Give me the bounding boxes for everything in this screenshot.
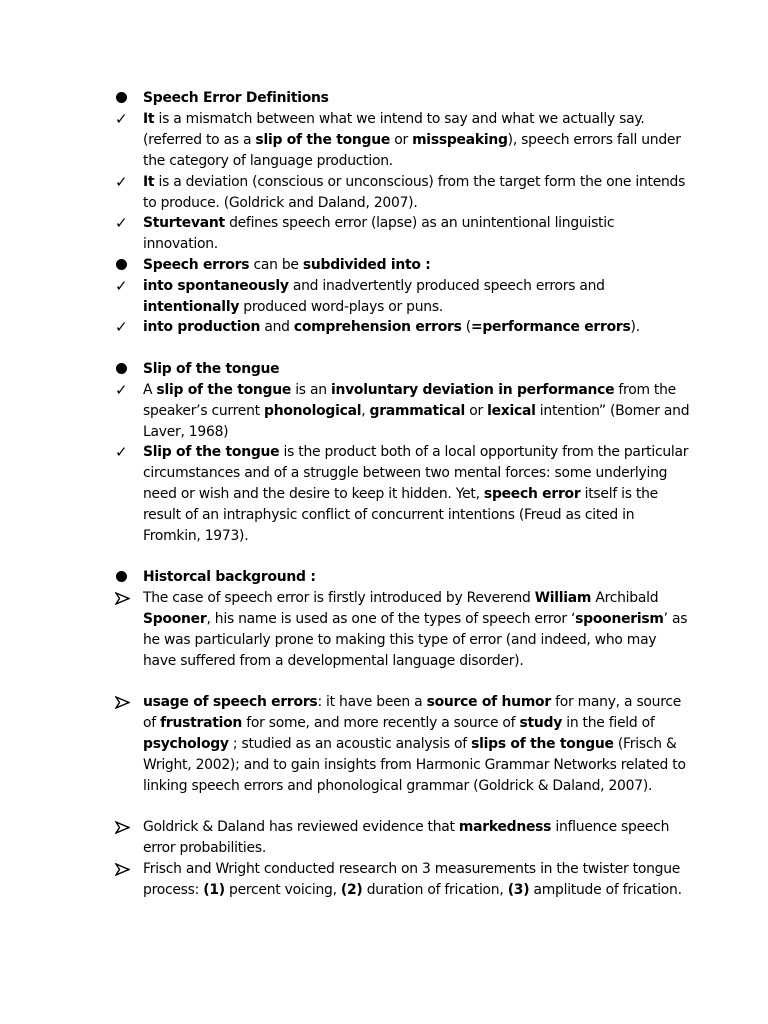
text-run: or <box>390 131 413 148</box>
text-run: Goldrick & Daland has reviewed evidence that <box>143 819 459 835</box>
text-run: A <box>143 382 157 398</box>
bold-text-run: (2) <box>340 881 363 898</box>
arrowhead-icon <box>115 821 130 834</box>
checkmark-icon: ✓ <box>115 214 128 232</box>
checkmark-icon: ✓ <box>115 110 128 128</box>
list-item <box>143 817 691 859</box>
arrowhead-icon <box>115 696 130 709</box>
checkmark-icon: ✓ <box>115 381 128 399</box>
bold-text-run: Speech errors <box>143 257 250 273</box>
text-run: , his name is used as one of the types of speech error ‘ <box>206 610 576 627</box>
bold-text-run: (1) <box>203 881 225 898</box>
bold-text-run: William <box>534 590 592 606</box>
bold-text-run: Spooner <box>143 610 207 627</box>
text-run: for some, and more recently a source of <box>242 714 520 731</box>
text-run: (Frisch & Wright, 2002); and to gain insights from Harmonic Grammar Networks related to linking speech errors and phonological grammar (Goldrick & Daland, 2007). <box>143 735 686 794</box>
checkmark-icon: ✓ <box>115 173 128 191</box>
bold-text-run: Slip of the tongue <box>143 444 280 460</box>
section-heading: Historcal background : <box>143 569 316 585</box>
text-run: for many, a source of <box>143 694 682 731</box>
checkmark-icon: ✓ <box>115 318 128 336</box>
list-item <box>143 380 691 443</box>
list-item <box>143 442 691 547</box>
text-run: defines speech error (lapse) as an unintentional linguistic innovation. <box>143 215 615 252</box>
text-run: intention” (Bomer and Laver, 1968) <box>143 402 690 440</box>
bullet-dot-icon <box>116 259 127 270</box>
list-item <box>143 588 691 672</box>
arrowhead-icon <box>115 863 130 876</box>
bold-text-run: involuntary deviation in performance <box>330 382 615 398</box>
bold-text-run: psychology <box>143 735 229 752</box>
text-run: in the field of <box>562 714 655 731</box>
text-run: ’ as he was particularly prone to making this type of error (and indeed, who may have suffered from a developmental language disorder). <box>143 610 688 669</box>
text-run: Frisch and Wright conducted research on 3 measurements in the twister tongue process: <box>143 861 681 898</box>
section-heading: Slip of the tongue <box>143 361 280 377</box>
text-run: ( <box>461 319 471 335</box>
text-run: itself is the result of an intraphysic conflict of concurrent intentions (Freud as cited in Fromkin, 1973). <box>143 485 658 544</box>
text-run: amplitude of frication. <box>529 881 682 898</box>
bold-text-run: phonological <box>264 402 362 419</box>
list-item <box>143 859 691 901</box>
bold-text-run: speech error <box>483 485 581 502</box>
bold-text-run: lexical <box>487 402 536 419</box>
bold-text-run: into spontaneously <box>143 278 289 294</box>
list-item <box>143 213 691 255</box>
text-run: can be <box>249 257 303 273</box>
bold-text-run: =performance errors <box>470 319 631 335</box>
text-run: is a mismatch between what we intend to say and what we actually say. (referred to as a <box>143 111 645 148</box>
text-run: Archibald <box>591 590 659 606</box>
text-run: is the product both of a local opportunity from the particular circumstances and of a struggle between two mental forces: some underlying need or wish and the desire to keep it hidden. Yet, <box>143 444 689 502</box>
list-item <box>143 109 691 172</box>
checkmark-icon: ✓ <box>115 443 128 461</box>
text-run: from the speaker’s current <box>143 382 676 419</box>
text-run: is a deviation (conscious or unconscious) from the target form the one intends to produce. (Goldrick and Daland, 2007). <box>143 174 686 211</box>
text-run: ). <box>630 319 640 335</box>
list-item <box>143 276 691 318</box>
text-run: produced word-plays or puns. <box>239 298 443 315</box>
bullet-dot-icon <box>116 92 127 103</box>
bold-text-run: slips of the tongue <box>471 735 614 752</box>
bold-text-run: usage of speech errors <box>143 694 318 710</box>
text-run: percent voicing, <box>224 881 341 898</box>
section-heading: Speech Error Definitions <box>143 90 329 106</box>
text-run: ; studied as an acoustic analysis of <box>228 735 472 752</box>
text-run: or <box>465 402 488 419</box>
text-run: The case of speech error is firstly introduced by Reverend <box>143 590 535 606</box>
bold-text-run: grammatical <box>369 402 466 419</box>
text-run: : it have been a <box>317 694 427 710</box>
bold-text-run: study <box>519 714 563 731</box>
list-item <box>143 317 691 338</box>
bullet-dot-icon <box>116 363 127 374</box>
text-run: is an <box>291 382 331 398</box>
bold-text-run: It <box>143 111 155 127</box>
bold-text-run: slip of the tongue <box>156 382 292 398</box>
bold-text-run: source of humor <box>426 694 551 710</box>
text-run: and inadvertently produced speech errors and <box>288 278 605 294</box>
list-item <box>143 692 691 797</box>
bold-text-run: slip of the tongue <box>255 131 391 148</box>
bold-text-run: into production <box>143 319 261 335</box>
bullet-dot-icon <box>116 571 127 582</box>
list-item <box>143 172 691 214</box>
text-run: duration of frication, <box>362 881 508 898</box>
text-run: ), speech errors fall under the category of language production. <box>143 131 681 169</box>
checkmark-icon: ✓ <box>115 277 128 295</box>
bold-text-run: markedness <box>458 819 552 835</box>
text-run: and <box>260 319 294 335</box>
section-heading <box>143 255 691 276</box>
text-run: influence speech error probabilities. <box>143 819 670 856</box>
bold-text-run: frustration <box>160 714 243 731</box>
bold-text-run: misspeaking <box>412 131 508 148</box>
bold-text-run: spoonerism <box>575 610 664 627</box>
bold-text-run: intentionally <box>143 298 240 315</box>
arrowhead-icon <box>115 592 130 605</box>
bold-text-run: (3) <box>507 881 530 898</box>
bold-text-run: subdivided into : <box>302 257 431 273</box>
bold-text-run: It <box>143 174 155 190</box>
bold-text-run: Sturtevant <box>143 215 225 231</box>
text-run: , <box>361 402 370 419</box>
bold-text-run: comprehension errors <box>293 319 462 335</box>
